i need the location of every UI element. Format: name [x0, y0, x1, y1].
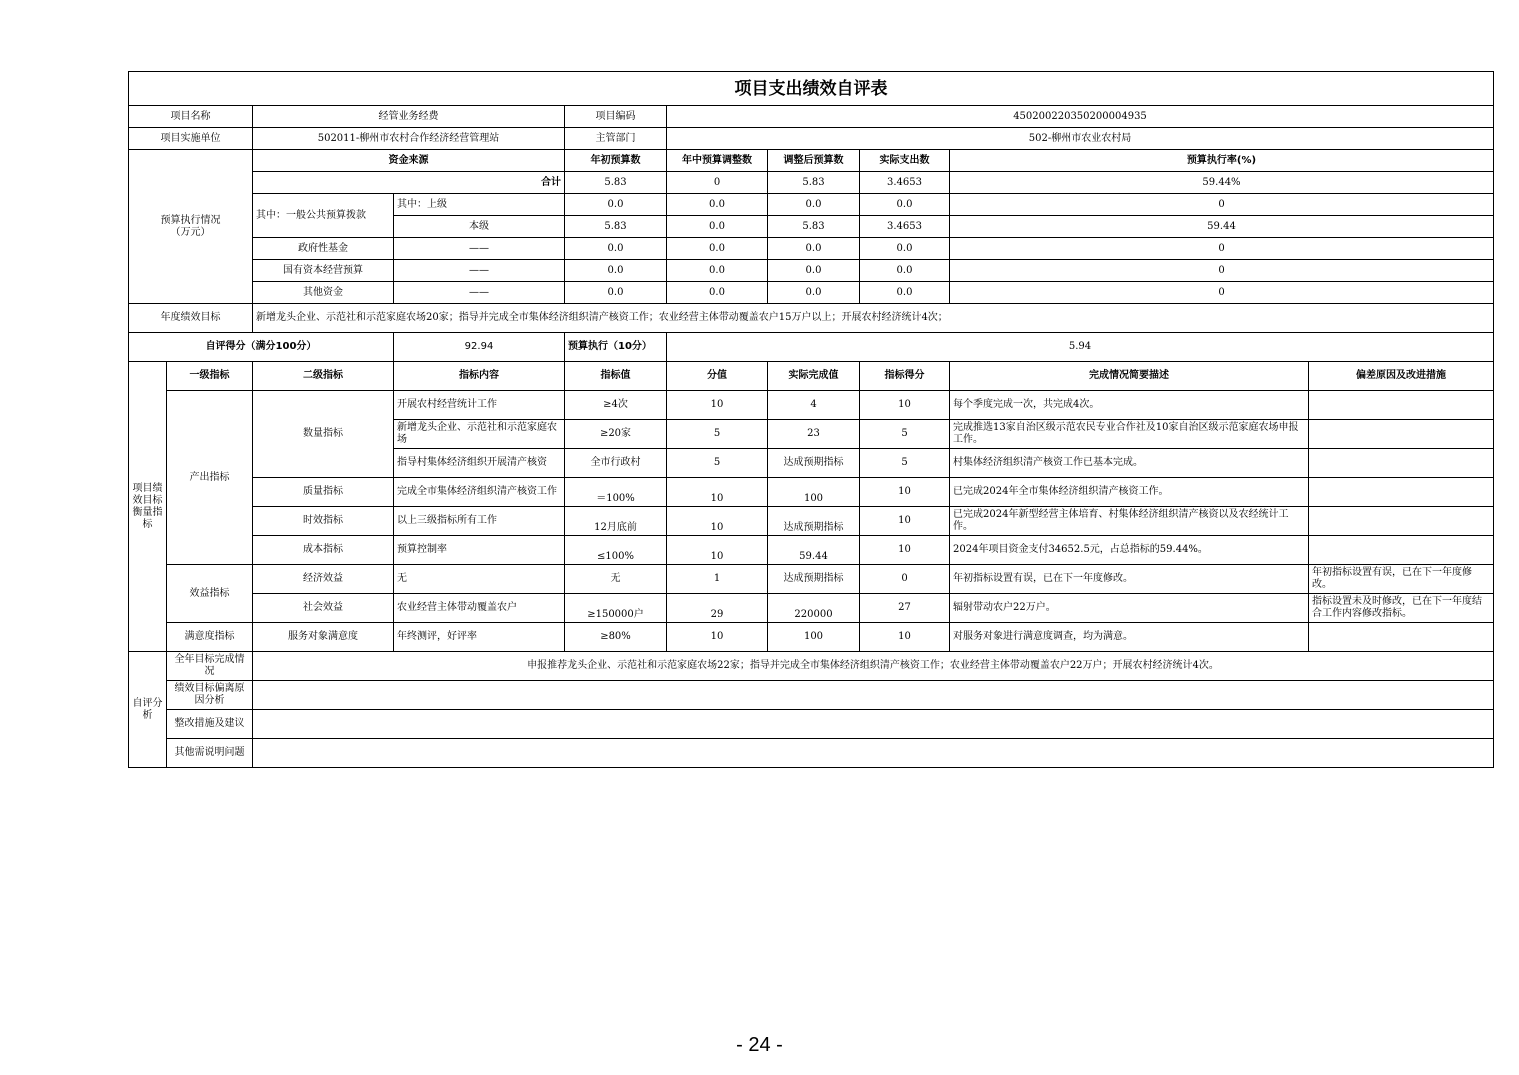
budget-local-initial: 5.83: [565, 216, 667, 238]
budget-header-adjusted: 调整后预算数: [768, 150, 860, 172]
performance-table: [128, 71, 1494, 768]
ind-header-score: 指标得分: [860, 362, 950, 391]
score-value: 92.94: [394, 333, 565, 362]
ind-desc: 已完成2024年全市集体经济组织清产核资工作。: [950, 478, 1309, 507]
budget-upper-actual: 0.0: [860, 194, 950, 216]
project-name-label: 项目名称: [129, 106, 253, 128]
ind-weight: 29: [667, 594, 768, 623]
budget-section-label: 预算执行情况（万元）: [129, 150, 253, 304]
budget-upper-initial: 0.0: [565, 194, 667, 216]
project-code-label: 项目编码: [565, 106, 667, 128]
ind-score: 5: [860, 449, 950, 478]
ind-content: 年终测评，好评率: [394, 623, 565, 652]
budget-other-initial: 0.0: [565, 282, 667, 304]
level2-economic: 经济效益: [253, 565, 394, 594]
ind-target: 全市行政村: [565, 449, 667, 478]
budget-total-rate: 59.44%: [950, 172, 1494, 194]
self-eval-item-text: [253, 681, 1494, 710]
level2-quantity: 数量指标: [253, 391, 394, 478]
ind-reason: [1309, 449, 1494, 478]
budget-header-adjust: 年中预算调整数: [667, 150, 768, 172]
level2-cost: 成本指标: [253, 536, 394, 565]
ind-reason: 指标设置未及时修改，已在下一年度结合工作内容修改指标。: [1309, 594, 1494, 623]
ind-header-level2: 二级指标: [253, 362, 394, 391]
self-eval-item-label: 全年目标完成情况: [167, 652, 253, 681]
ind-content: 指导村集体经济组织开展清产核资: [394, 449, 565, 478]
budget-other-rate: 0: [950, 282, 1494, 304]
budget-local-adjust: 0.0: [667, 216, 768, 238]
level2-service: 服务对象满意度: [253, 623, 394, 652]
ind-reason: [1309, 391, 1494, 420]
ind-target: 12月底前: [565, 507, 667, 536]
level2-quality: 质量指标: [253, 478, 394, 507]
ind-desc: 对服务对象进行满意度调查，均为满意。: [950, 623, 1309, 652]
ind-score: 10: [860, 536, 950, 565]
ind-weight: 10: [667, 507, 768, 536]
budget-fund-adjust: 0.0: [667, 238, 768, 260]
budget-other-actual: 0.0: [860, 282, 950, 304]
ind-desc: 2024年项目资金支付34652.5元，占总指标的59.44%。: [950, 536, 1309, 565]
ind-actual: 100: [768, 623, 860, 652]
ind-content: 新增龙头企业、示范社和示范家庭农场: [394, 420, 565, 449]
budget-other-dash: ——: [394, 282, 565, 304]
budget-local-label: 本级: [394, 216, 565, 238]
ind-target: ＝100%: [565, 478, 667, 507]
project-code: 450200220350200004935: [667, 106, 1494, 128]
level1-output: 产出指标: [167, 391, 253, 565]
ind-reason: 年初指标设置有误，已在下一年度修改。: [1309, 565, 1494, 594]
ind-score: 10: [860, 623, 950, 652]
ind-header-reason: 偏差原因及改进措施: [1309, 362, 1494, 391]
ind-reason: [1309, 536, 1494, 565]
budget-stateowned-dash: ——: [394, 260, 565, 282]
ind-header-level1: 一级指标: [167, 362, 253, 391]
ind-reason: [1309, 420, 1494, 449]
ind-score: 27: [860, 594, 950, 623]
budget-total-adjust: 0: [667, 172, 768, 194]
ind-weight: 5: [667, 420, 768, 449]
ind-header-target: 指标值: [565, 362, 667, 391]
ind-weight: 10: [667, 536, 768, 565]
ind-actual: 达成预期指标: [768, 449, 860, 478]
budget-total-actual: 3.4653: [860, 172, 950, 194]
ind-content: 无: [394, 565, 565, 594]
ind-weight: 5: [667, 449, 768, 478]
ind-desc: 每个季度完成一次，共完成4次。: [950, 391, 1309, 420]
ind-header-actual: 实际完成值: [768, 362, 860, 391]
budget-other-adjusted: 0.0: [768, 282, 860, 304]
ind-score: 10: [860, 391, 950, 420]
ind-desc: 完成推选13家自治区级示范农民专业合作社及10家自治区级示范家庭农场申报工作。: [950, 420, 1309, 449]
ind-header-desc: 完成情况简要描述: [950, 362, 1309, 391]
level2-social: 社会效益: [253, 594, 394, 623]
ind-reason: [1309, 507, 1494, 536]
goal-label: 年度绩效目标: [129, 304, 253, 333]
budget-stateowned-adjust: 0.0: [667, 260, 768, 282]
budget-stateowned-initial: 0.0: [565, 260, 667, 282]
goal-text: 新增龙头企业、示范社和示范家庭农场20家；指导并完成全市集体经济组织清产核资工作；农业经营主体带动覆盖农户15万户以上；开展农村经济统计4次；: [253, 304, 1494, 333]
ind-actual: 59.44: [768, 536, 860, 565]
ind-desc: 村集体经济组织清产核资工作已基本完成。: [950, 449, 1309, 478]
ind-actual: 4: [768, 391, 860, 420]
budget-upper-adjusted: 0.0: [768, 194, 860, 216]
budget-fund-actual: 0.0: [860, 238, 950, 260]
ind-desc: 年初指标设置有误，已在下一年度修改。: [950, 565, 1309, 594]
self-eval-item-text: [253, 710, 1494, 739]
ind-target: 无: [565, 565, 667, 594]
ind-header-weight: 分值: [667, 362, 768, 391]
ind-content: 农业经营主体带动覆盖农户: [394, 594, 565, 623]
ind-weight: 10: [667, 623, 768, 652]
score-label: 自评得分（满分100分）: [129, 333, 394, 362]
level1-satisfaction: 满意度指标: [167, 623, 253, 652]
budget-fund-dash: ——: [394, 238, 565, 260]
budget-header-rate: 预算执行率(%): [950, 150, 1494, 172]
ind-score: 5: [860, 420, 950, 449]
self-eval-item-label: 绩效目标偏离原因分析: [167, 681, 253, 710]
unit-value: 502011-柳州市农村合作经济经营管理站: [253, 128, 565, 150]
budget-fund-label: 政府性基金: [253, 238, 394, 260]
exec-value: 5.94: [667, 333, 1494, 362]
budget-header-source: 资金来源: [253, 150, 565, 172]
budget-other-label: 其他资金: [253, 282, 394, 304]
budget-local-adjusted: 5.83: [768, 216, 860, 238]
budget-upper-adjust: 0.0: [667, 194, 768, 216]
budget-stateowned-actual: 0.0: [860, 260, 950, 282]
ind-weight: 10: [667, 478, 768, 507]
ind-actual: 220000: [768, 594, 860, 623]
ind-content: 预算控制率: [394, 536, 565, 565]
unit-label: 项目实施单位: [129, 128, 253, 150]
ind-score: 10: [860, 478, 950, 507]
ind-desc: 已完成2024年新型经营主体培育、村集体经济组织清产核资以及农经统计工作。: [950, 507, 1309, 536]
self-eval-item-label: 其他需说明问题: [167, 739, 253, 768]
ind-content: 完成全市集体经济组织清产核资工作: [394, 478, 565, 507]
ind-actual: 达成预期指标: [768, 565, 860, 594]
ind-content: 以上三级指标所有工作: [394, 507, 565, 536]
project-name: 经管业务经费: [253, 106, 565, 128]
budget-upper-rate: 0: [950, 194, 1494, 216]
ind-reason: [1309, 623, 1494, 652]
page-number: - 24 -: [736, 1034, 783, 1056]
budget-other-adjust: 0.0: [667, 282, 768, 304]
budget-total-initial: 5.83: [565, 172, 667, 194]
ind-weight: 10: [667, 391, 768, 420]
ind-target: ≥80%: [565, 623, 667, 652]
ind-actual: 达成预期指标: [768, 507, 860, 536]
self-eval-item-text: 申报推荐龙头企业、示范社和示范家庭农场22家；指导并完成全市集体经济组织清产核资工作；农业经营主体带动覆盖农户22万户；开展农村经济统计4次。: [253, 652, 1494, 681]
budget-total-label: 合计: [253, 172, 565, 194]
budget-upper-label: 其中：上级: [394, 194, 565, 216]
budget-fund-adjusted: 0.0: [768, 238, 860, 260]
budget-stateowned-adjusted: 0.0: [768, 260, 860, 282]
ind-actual: 23: [768, 420, 860, 449]
budget-header-actual: 实际支出数: [860, 150, 950, 172]
exec-label: 预算执行（10分）: [565, 333, 667, 362]
self-eval-item-label: 整改措施及建议: [167, 710, 253, 739]
ind-score: 10: [860, 507, 950, 536]
ind-header-content: 指标内容: [394, 362, 565, 391]
dept-label: 主管部门: [565, 128, 667, 150]
ind-target: ≥20家: [565, 420, 667, 449]
ind-reason: [1309, 478, 1494, 507]
indicator-section-label: 项目绩效目标衡量指标: [129, 362, 167, 652]
budget-stateowned-rate: 0: [950, 260, 1494, 282]
budget-general-label: 其中：一般公共预算拨款: [253, 194, 394, 238]
budget-local-rate: 59.44: [950, 216, 1494, 238]
budget-fund-rate: 0: [950, 238, 1494, 260]
self-eval-label: 自评分析: [129, 652, 167, 768]
ind-desc: 辐射带动农户22万户。: [950, 594, 1309, 623]
dept-value: 502-柳州市农业农村局: [667, 128, 1494, 150]
ind-weight: 1: [667, 565, 768, 594]
budget-fund-initial: 0.0: [565, 238, 667, 260]
budget-total-adjusted: 5.83: [768, 172, 860, 194]
budget-header-initial: 年初预算数: [565, 150, 667, 172]
ind-target: ≥4次: [565, 391, 667, 420]
level2-timeliness: 时效指标: [253, 507, 394, 536]
self-eval-item-text: [253, 739, 1494, 768]
ind-score: 0: [860, 565, 950, 594]
page-title: 项目支出绩效自评表: [129, 72, 1494, 106]
ind-target: ≤100%: [565, 536, 667, 565]
level1-benefit: 效益指标: [167, 565, 253, 623]
ind-content: 开展农村经营统计工作: [394, 391, 565, 420]
budget-stateowned-label: 国有资本经营预算: [253, 260, 394, 282]
ind-actual: 100: [768, 478, 860, 507]
budget-local-actual: 3.4653: [860, 216, 950, 238]
ind-target: ≥150000户: [565, 594, 667, 623]
